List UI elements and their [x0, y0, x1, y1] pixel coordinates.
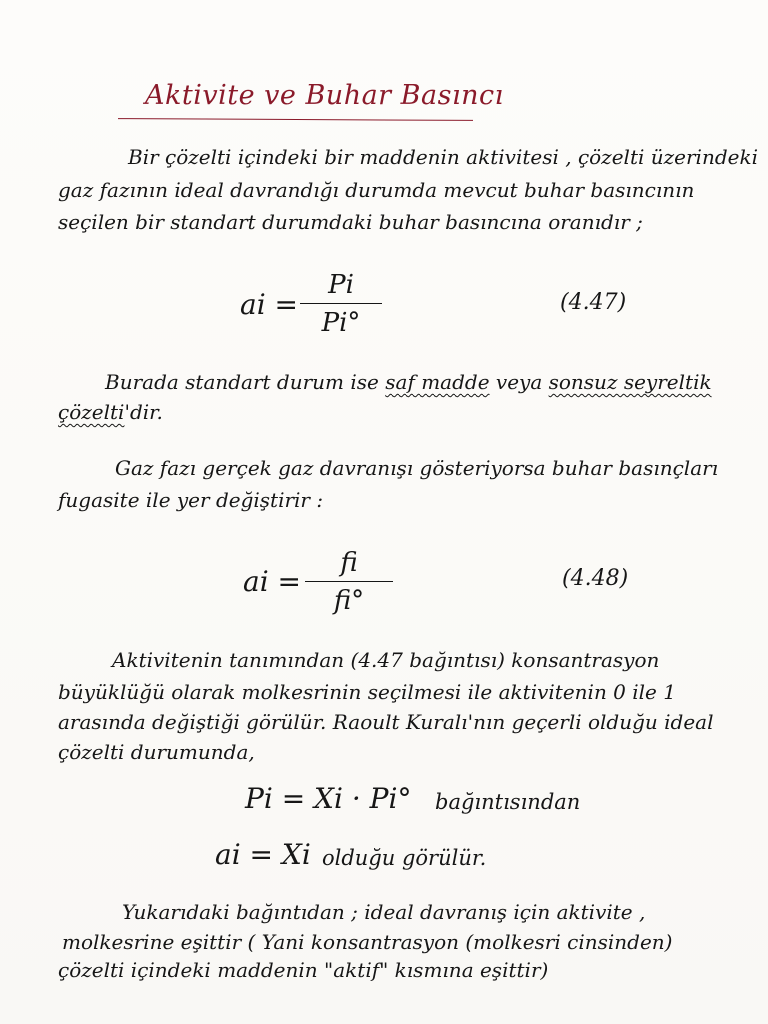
para4-line1: Aktivitenin tanımından (4.47 bağıntısı) konsantrasyon: [112, 648, 660, 672]
para5-line3: çözelti içindeki maddenin "aktif" kısmına eşittir): [58, 958, 549, 982]
activity-formula: ai = Xi: [215, 838, 311, 871]
eq447-number: (4.47): [560, 290, 627, 315]
para2-text-after: 'dir.: [124, 400, 163, 424]
title-underline: [118, 118, 473, 121]
para3-line2: fugasite ile yer değiştirir :: [58, 488, 324, 512]
eq448-lhs: ai =: [243, 565, 302, 598]
para2-line1: [105, 370, 712, 394]
raoult-note: bağıntısından: [435, 790, 581, 814]
para4-line3: arasında değiştiği görülür. Raoult Kuralı'nın geçerli olduğu ideal: [58, 710, 714, 734]
activity-note: olduğu görülür.: [322, 846, 487, 870]
para2-underline-cozelti: çözelti: [58, 400, 125, 424]
para2-underline-sonsuz-seyreltik: sonsuz seyreltik: [548, 370, 712, 394]
para4-line4: çözelti durumunda,: [58, 740, 255, 764]
para2-text-before: Burada standart durum ise: [105, 370, 379, 394]
para2-text-mid: veya: [495, 370, 543, 394]
para3-line1: Gaz fazı gerçek gaz davranışı gösteriyorsa buhar basınçları: [115, 456, 719, 480]
para5-line2: molkesrine eşittir ( Yani konsantrasyon (molkesri cinsinden): [62, 930, 673, 954]
eq448-number: (4.48): [562, 566, 629, 591]
eq447-fraction-bar: [300, 303, 382, 304]
eq448-denominator: fi°: [333, 586, 365, 616]
eq447-denominator: Pi°: [321, 308, 361, 338]
para2-underline-saf-madde: saf madde: [385, 370, 490, 394]
raoult-formula: Pi = Xi · Pi°: [245, 782, 412, 815]
para1-line2: gaz fazının ideal davrandığı durumda mevcut buhar basıncının: [58, 178, 695, 202]
eq447-fraction: [300, 270, 382, 338]
eq448-fraction-bar: [305, 581, 393, 582]
page-title: Aktivite ve Buhar Basıncı: [145, 80, 504, 111]
para1-line3: seçilen bir standart durumdaki buhar basıncına oranıdır ;: [58, 210, 643, 234]
eq448-numerator: fi: [340, 548, 358, 578]
eq447-numerator: Pi: [328, 270, 354, 300]
para4-line2: büyüklüğü olarak molkesrinin seçilmesi ile aktivitenin 0 ile 1: [58, 680, 676, 704]
para1-line1: Bir çözelti içindeki bir maddenin aktivitesi , çözelti üzerindeki: [128, 145, 758, 169]
eq447-lhs: ai =: [240, 288, 299, 321]
para2-line2: [58, 400, 163, 424]
eq448-fraction: [305, 548, 393, 616]
para5-line1: Yukarıdaki bağıntıdan ; ideal davranış için aktivite ,: [122, 900, 646, 924]
